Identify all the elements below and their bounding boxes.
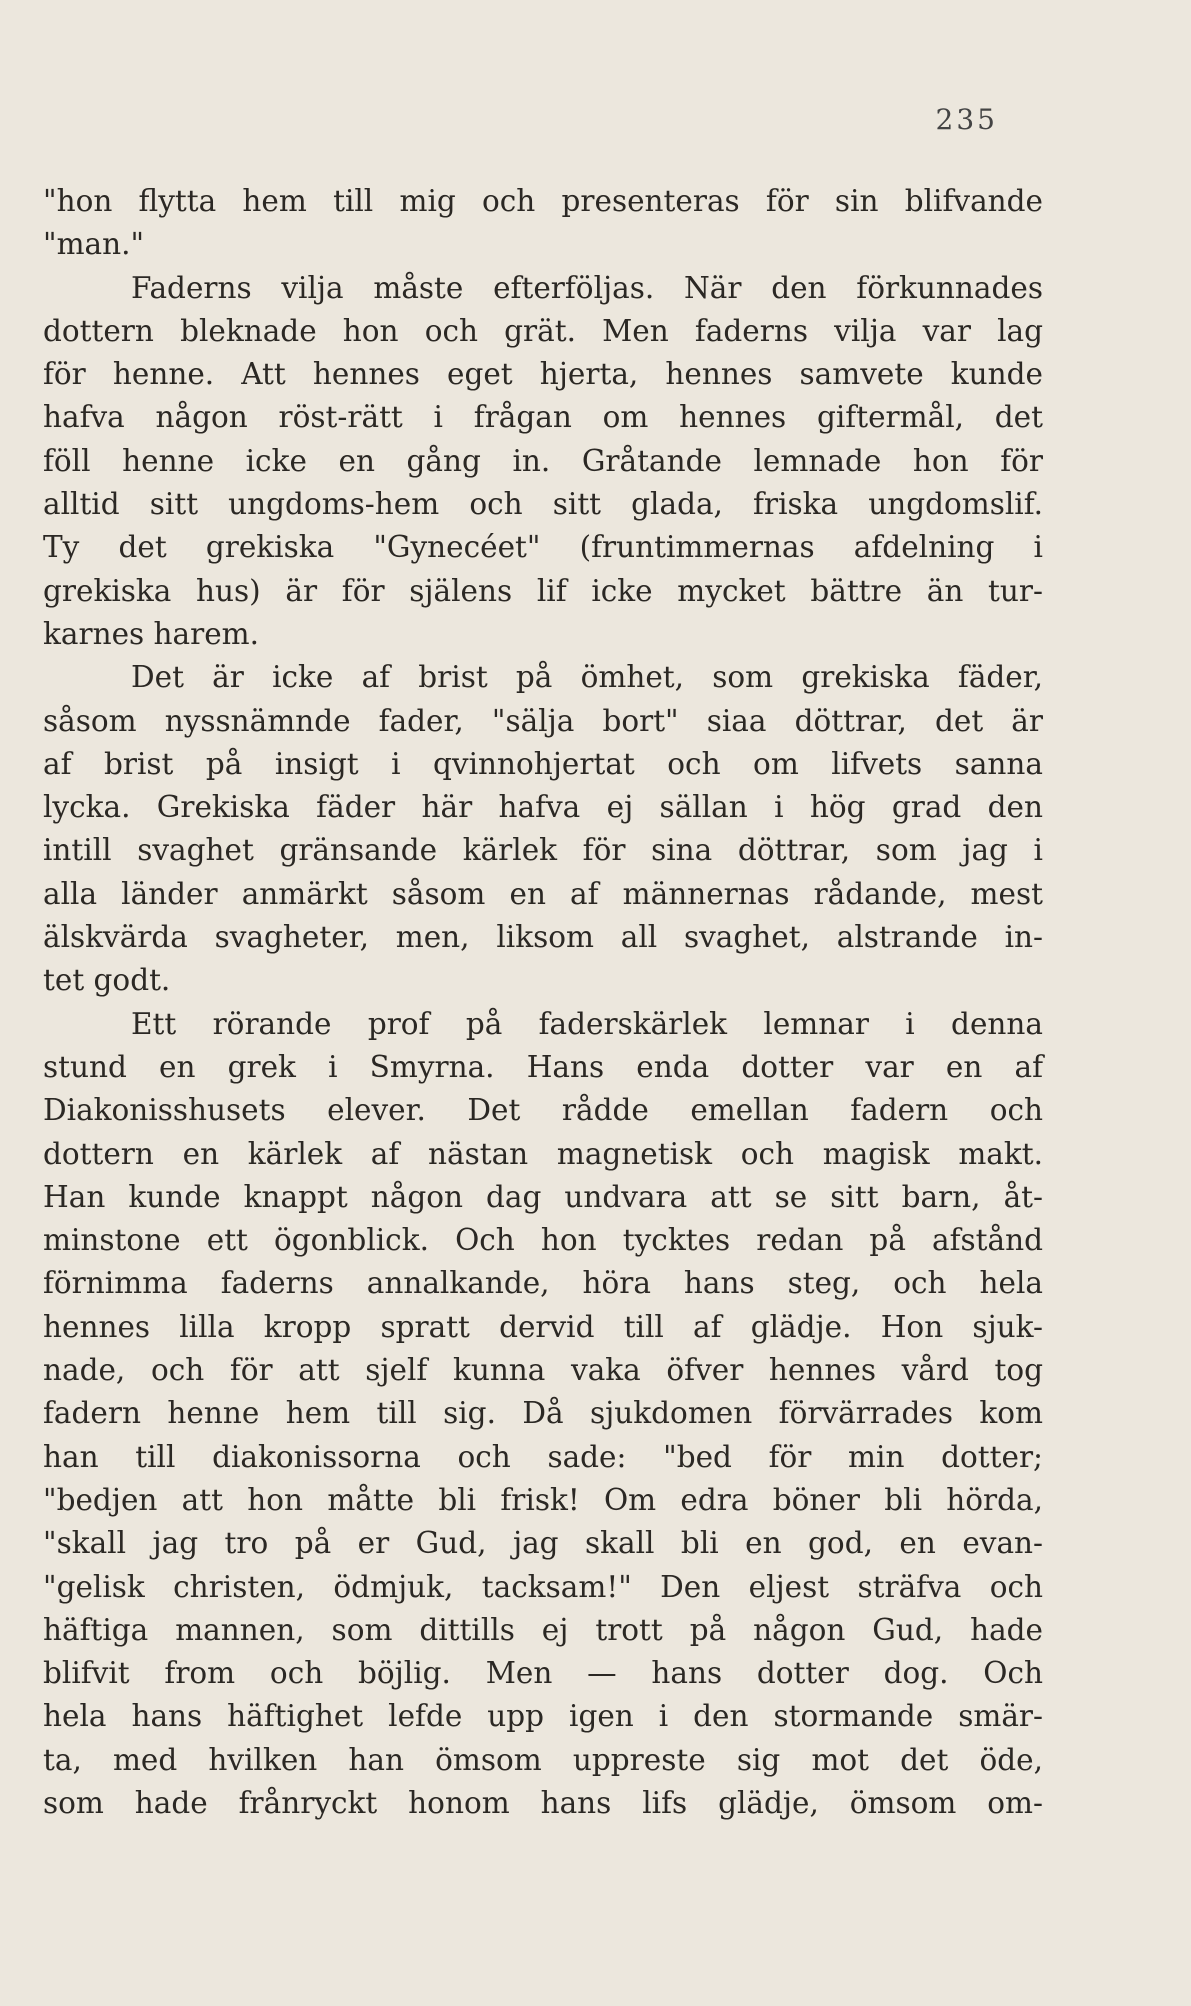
- text-line: Ett rörande prof på faderskärlek lemnar i denna: [131, 1006, 1043, 1041]
- text-line: alla länder anmärkt såsom en af männernas rådande, mest: [43, 876, 1043, 911]
- text-line: hafva någon röst-rätt i frågan om hennes giftermål, det: [43, 400, 1043, 435]
- text-line: Han kunde knappt någon dag undvara att se sitt barn, åt-: [43, 1179, 1043, 1214]
- text-line: "man.": [43, 227, 145, 262]
- text-line: nade, och för att sjelf kunna vaka öfver hennes vård tog: [43, 1353, 1043, 1388]
- text-line: blifvit from och böjlig. Men — hans dotter dog. Och: [43, 1656, 1043, 1691]
- text-line: dottern en kärlek af nästan magnetisk och magisk makt.: [43, 1136, 1043, 1171]
- text-line: intill svaghet gränsande kärlek för sina döttrar, som jag i: [43, 833, 1043, 868]
- page-number: 235: [935, 103, 998, 136]
- text-line: han till diakonissorna och sade: "bed för min dotter;: [43, 1439, 1043, 1474]
- text-line: minstone ett ögonblick. Och hon tycktes redan på afstånd: [43, 1223, 1043, 1258]
- text-line: "bedjen att hon måtte bli frisk! Om edra böner bli hörda,: [43, 1482, 1043, 1517]
- text-line: stund en grek i Smyrna. Hans enda dotter var en af: [43, 1049, 1043, 1084]
- text-line: hennes lilla kropp spratt dervid till af glädje. Hon sjuk-: [43, 1309, 1043, 1344]
- body-text: [43, 180, 1043, 1825]
- text-line: "gelisk christen, ödmjuk, tacksam!" Den eljest sträfva och: [43, 1569, 1043, 1604]
- text-line: föll henne icke en gång in. Gråtande lemnade hon för: [43, 443, 1043, 478]
- text-line: Det är icke af brist på ömhet, som grekiska fäder,: [131, 660, 1043, 695]
- text-line: fadern henne hem till sig. Då sjukdomen förvärrades kom: [43, 1396, 1043, 1431]
- text-line: "hon flytta hem till mig och presenteras för sin blifvande: [43, 184, 1043, 218]
- text-line: af brist på insigt i qvinnohjertat och om lifvets sanna: [43, 746, 1043, 781]
- text-line: ta, med hvilken han ömsom uppreste sig mot det öde,: [43, 1742, 1043, 1777]
- text-line: tet godt.: [43, 963, 171, 998]
- text-line: karnes harem.: [43, 616, 260, 651]
- text-line: alltid sitt ungdoms-hem och sitt glada, friska ungdomslif.: [43, 487, 1043, 522]
- text-line: som hade frånryckt honom hans lifs glädje, ömsom om-: [43, 1785, 1043, 1820]
- text-line: häftiga mannen, som dittills ej trott på någon Gud, hade: [43, 1612, 1043, 1647]
- text-line: älskvärda svagheter, men, liksom all svaghet, alstrande in-: [43, 920, 1043, 955]
- text-line: Faderns vilja måste efterföljas. När den förkunnades: [131, 270, 1043, 305]
- text-line: Ty det grekiska "Gynecéet" (fruntimmernas afdelning i: [43, 530, 1043, 565]
- text-line: förnimma faderns annalkande, höra hans steg, och hela: [43, 1266, 1043, 1301]
- text-line: dottern bleknade hon och grät. Men faderns vilja var lag: [43, 313, 1043, 348]
- text-line: "skall jag tro på er Gud, jag skall bli en god, en evan-: [43, 1526, 1043, 1561]
- text-line: såsom nyssnämnde fader, "sälja bort" siaa döttrar, det är: [43, 703, 1043, 738]
- text-line: för henne. Att hennes eget hjerta, hennes samvete kunde: [43, 357, 1043, 392]
- text-line: Diakonisshusets elever. Det rådde emellan fadern och: [43, 1093, 1043, 1128]
- text-line: hela hans häftighet lefde upp igen i den stormande smär-: [43, 1699, 1043, 1734]
- text-line: lycka. Grekiska fäder här hafva ej sällan i hög grad den: [43, 790, 1043, 825]
- text-line: grekiska hus) är för själens lif icke mycket bättre än tur-: [43, 573, 1043, 608]
